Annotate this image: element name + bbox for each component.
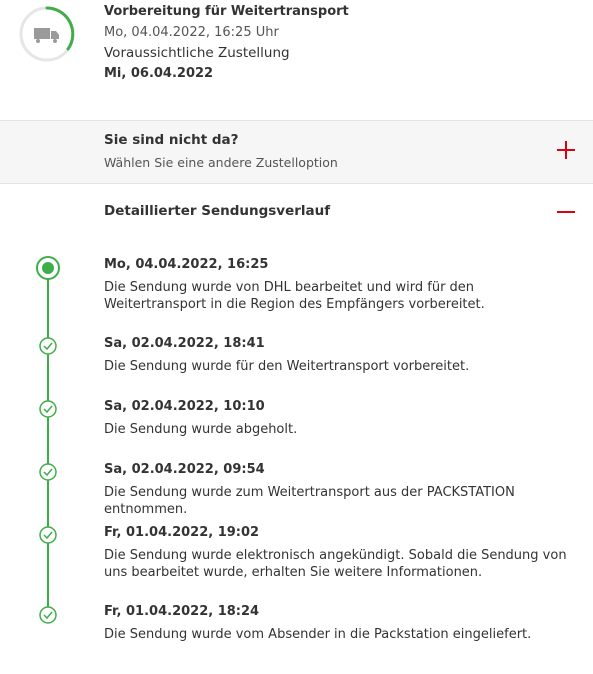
- check-icon: [40, 338, 56, 354]
- event-description: Die Sendung wurde von DHL bearbeitet und wird für den Weitertransport in die Region des Empfängers vorbereitet.: [104, 280, 485, 312]
- event-date: Fr, 01.04.2022, 19:02: [104, 525, 260, 540]
- minus-icon[interactable]: [556, 202, 576, 222]
- event-date: Mo, 04.04.2022, 16:25: [104, 257, 269, 272]
- delivery-option-title: Sie sind nicht da?: [104, 132, 239, 148]
- current-event-marker: [37, 257, 59, 279]
- event-description: Die Sendung wurde elektronisch angekündigt. Sobald die Sendung von uns bearbeitet wurde, erhalten Sie weitere Informationen.: [104, 548, 567, 580]
- eta-date: Mi, 06.04.2022: [104, 66, 214, 81]
- event-date: Fr, 01.04.2022, 18:24: [104, 604, 260, 619]
- event-date: Sa, 02.04.2022, 09:54: [104, 462, 265, 477]
- plus-icon[interactable]: [556, 140, 576, 160]
- event-description: Die Sendung wurde zum Weitertransport aus der PACKSTATION entnommen.: [104, 485, 515, 517]
- event-description: Die Sendung wurde für den Weitertransport vorbereitet.: [104, 359, 470, 374]
- delivery-option-panel[interactable]: [0, 120, 593, 184]
- status-date: Mo, 04.04.2022, 16:25 Uhr: [104, 25, 279, 40]
- status-title: Vorbereitung für Weitertransport: [104, 4, 349, 19]
- event-date: Sa, 02.04.2022, 10:10: [104, 399, 265, 414]
- check-icon: [40, 401, 56, 417]
- truck-icon: [34, 28, 59, 43]
- event-description: Die Sendung wurde abgeholt.: [104, 422, 298, 437]
- history-title: Detaillierter Sendungsverlauf: [104, 203, 331, 219]
- delivery-option-subtitle: Wählen Sie eine andere Zustelloption: [104, 155, 338, 170]
- check-icon: [40, 607, 56, 623]
- event-description: Die Sendung wurde vom Absender in die Packstation eingeliefert.: [104, 627, 532, 642]
- event-date: Sa, 02.04.2022, 18:41: [104, 336, 265, 351]
- eta-label: Voraussichtliche Zustellung: [104, 45, 290, 61]
- progress-ring: [18, 5, 76, 63]
- shipment-status: [0, 0, 593, 120]
- check-icon: [40, 527, 56, 543]
- check-icon: [40, 464, 56, 480]
